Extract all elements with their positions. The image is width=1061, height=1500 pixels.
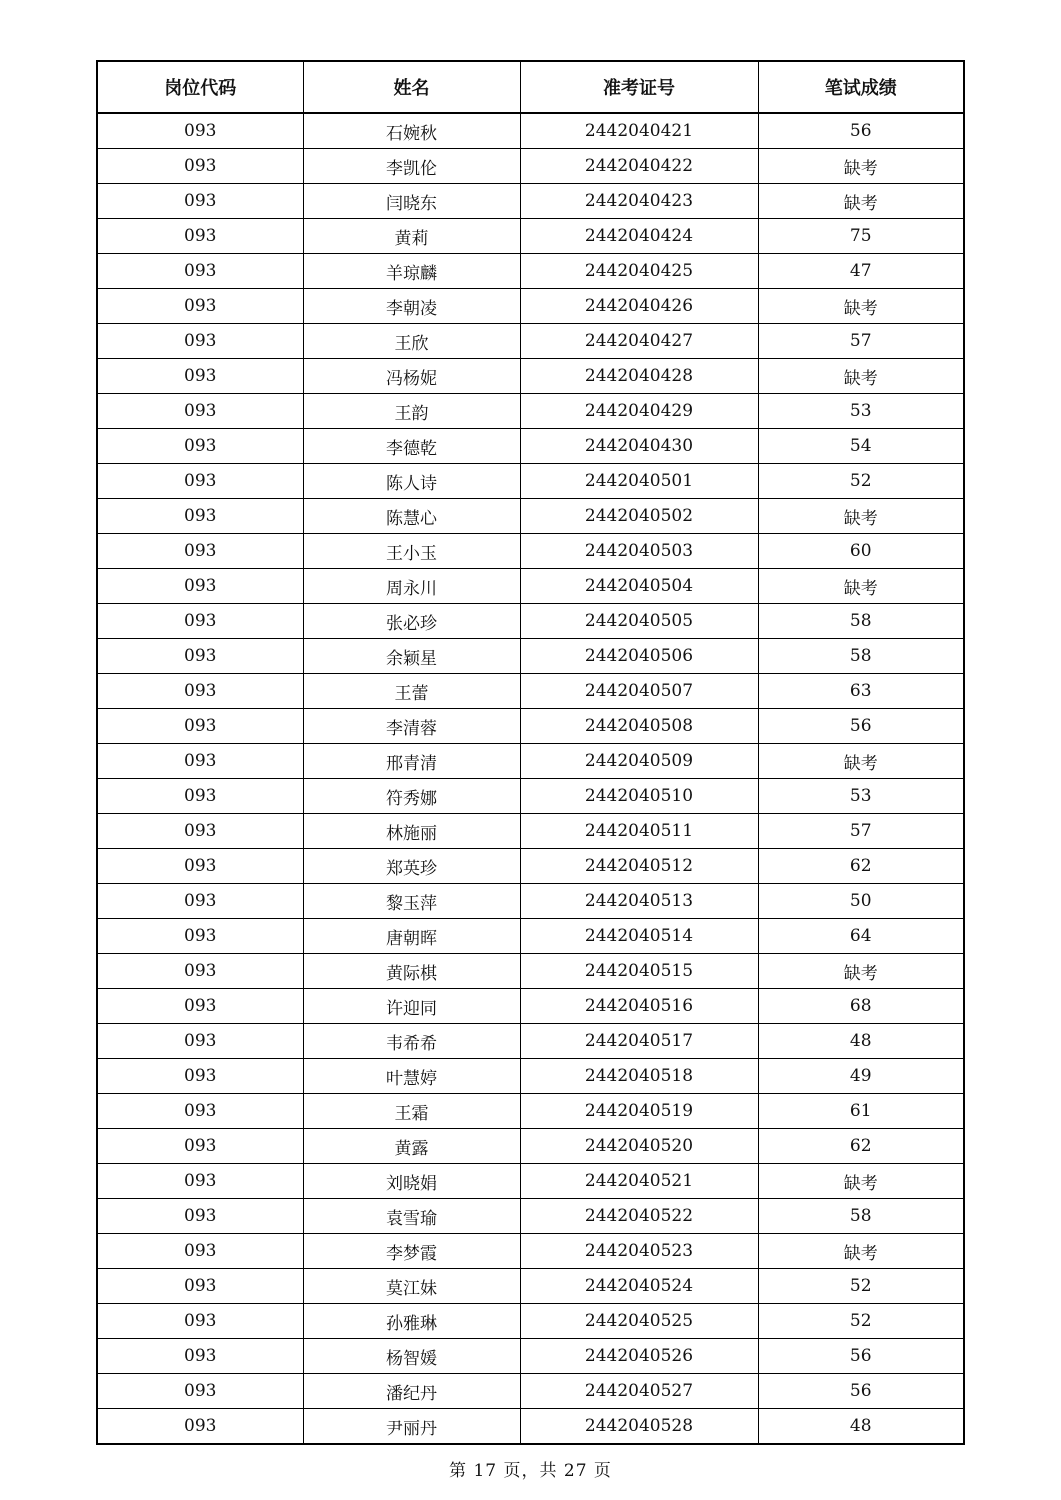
position-code-cell: 093 <box>97 1129 303 1164</box>
admission-number-cell: 2442040509 <box>520 744 758 779</box>
position-code-cell: 093 <box>97 919 303 954</box>
name-cell: 黄际棋 <box>303 954 520 989</box>
position-code-cell: 093 <box>97 674 303 709</box>
admission-number-cell: 2442040519 <box>520 1094 758 1129</box>
position-code-cell: 093 <box>97 149 303 184</box>
score-cell: 62 <box>758 849 964 884</box>
name-cell: 王蕾 <box>303 674 520 709</box>
score-cell: 52 <box>758 464 964 499</box>
table-row <box>97 604 964 639</box>
score-cell: 58 <box>758 1199 964 1234</box>
table-header-row <box>97 61 964 113</box>
position-code-cell: 093 <box>97 1059 303 1094</box>
score-cell: 49 <box>758 1059 964 1094</box>
name-cell: 黄莉 <box>303 219 520 254</box>
header-admission-number: 准考证号 <box>520 61 758 113</box>
admission-number-cell: 2442040428 <box>520 359 758 394</box>
position-code-cell: 093 <box>97 1339 303 1374</box>
position-code-cell: 093 <box>97 113 303 149</box>
name-cell: 张必珍 <box>303 604 520 639</box>
table-row <box>97 1024 964 1059</box>
score-cell: 62 <box>758 1129 964 1164</box>
position-code-cell: 093 <box>97 744 303 779</box>
score-cell: 58 <box>758 604 964 639</box>
position-code-cell: 093 <box>97 954 303 989</box>
name-cell: 韦希希 <box>303 1024 520 1059</box>
admission-number-cell: 2442040528 <box>520 1409 758 1445</box>
table-row <box>97 289 964 324</box>
score-cell: 缺考 <box>758 359 964 394</box>
score-cell: 60 <box>758 534 964 569</box>
table-row <box>97 884 964 919</box>
table-row <box>97 1129 964 1164</box>
position-code-cell: 093 <box>97 1374 303 1409</box>
admission-number-cell: 2442040426 <box>520 289 758 324</box>
table-row <box>97 1409 964 1445</box>
name-cell: 余颖星 <box>303 639 520 674</box>
table-body <box>97 113 964 1444</box>
name-cell: 陈慧心 <box>303 499 520 534</box>
admission-number-cell: 2442040507 <box>520 674 758 709</box>
admission-number-cell: 2442040502 <box>520 499 758 534</box>
table-row <box>97 1234 964 1269</box>
admission-number-cell: 2442040430 <box>520 429 758 464</box>
table-row <box>97 674 964 709</box>
admission-number-cell: 2442040526 <box>520 1339 758 1374</box>
position-code-cell: 093 <box>97 884 303 919</box>
table-row <box>97 989 964 1024</box>
admission-number-cell: 2442040522 <box>520 1199 758 1234</box>
name-cell: 黄露 <box>303 1129 520 1164</box>
position-code-cell: 093 <box>97 989 303 1024</box>
header-name: 姓名 <box>303 61 520 113</box>
score-cell: 52 <box>758 1269 964 1304</box>
admission-number-cell: 2442040427 <box>520 324 758 359</box>
name-cell: 叶慧婷 <box>303 1059 520 1094</box>
admission-number-cell: 2442040422 <box>520 149 758 184</box>
name-cell: 李清蓉 <box>303 709 520 744</box>
table-row <box>97 744 964 779</box>
position-code-cell: 093 <box>97 709 303 744</box>
score-cell: 缺考 <box>758 499 964 534</box>
score-cell: 缺考 <box>758 954 964 989</box>
table-row <box>97 429 964 464</box>
score-cell: 64 <box>758 919 964 954</box>
position-code-cell: 093 <box>97 219 303 254</box>
admission-number-cell: 2442040523 <box>520 1234 758 1269</box>
name-cell: 孙雅琳 <box>303 1304 520 1339</box>
position-code-cell: 093 <box>97 1234 303 1269</box>
exam-results-table <box>96 60 965 1445</box>
table-row <box>97 219 964 254</box>
score-cell: 56 <box>758 113 964 149</box>
table-row <box>97 464 964 499</box>
position-code-cell: 093 <box>97 254 303 289</box>
position-code-cell: 093 <box>97 639 303 674</box>
position-code-cell: 093 <box>97 429 303 464</box>
position-code-cell: 093 <box>97 1094 303 1129</box>
position-code-cell: 093 <box>97 534 303 569</box>
score-cell: 缺考 <box>758 1234 964 1269</box>
position-code-cell: 093 <box>97 499 303 534</box>
table-row <box>97 499 964 534</box>
table-row <box>97 113 964 149</box>
admission-number-cell: 2442040525 <box>520 1304 758 1339</box>
table-row <box>97 1164 964 1199</box>
table-row <box>97 184 964 219</box>
name-cell: 闫晓东 <box>303 184 520 219</box>
table-row <box>97 359 964 394</box>
position-code-cell: 093 <box>97 184 303 219</box>
score-cell: 缺考 <box>758 569 964 604</box>
table-row <box>97 639 964 674</box>
score-cell: 75 <box>758 219 964 254</box>
position-code-cell: 093 <box>97 849 303 884</box>
table-row <box>97 709 964 744</box>
position-code-cell: 093 <box>97 569 303 604</box>
position-code-cell: 093 <box>97 359 303 394</box>
table-row <box>97 254 964 289</box>
name-cell: 王小玉 <box>303 534 520 569</box>
header-position-code: 岗位代码 <box>97 61 303 113</box>
admission-number-cell: 2442040506 <box>520 639 758 674</box>
admission-number-cell: 2442040504 <box>520 569 758 604</box>
admission-number-cell: 2442040514 <box>520 919 758 954</box>
table-row <box>97 569 964 604</box>
score-cell: 63 <box>758 674 964 709</box>
table-row <box>97 1199 964 1234</box>
score-cell: 56 <box>758 709 964 744</box>
admission-number-cell: 2442040527 <box>520 1374 758 1409</box>
admission-number-cell: 2442040517 <box>520 1024 758 1059</box>
table-row <box>97 849 964 884</box>
name-cell: 周永川 <box>303 569 520 604</box>
table-row <box>97 1059 964 1094</box>
score-cell: 48 <box>758 1409 964 1445</box>
admission-number-cell: 2442040520 <box>520 1129 758 1164</box>
table-row <box>97 149 964 184</box>
table-row <box>97 814 964 849</box>
score-cell: 缺考 <box>758 289 964 324</box>
name-cell: 潘纪丹 <box>303 1374 520 1409</box>
admission-number-cell: 2442040503 <box>520 534 758 569</box>
admission-number-cell: 2442040510 <box>520 779 758 814</box>
score-cell: 56 <box>758 1339 964 1374</box>
admission-number-cell: 2442040521 <box>520 1164 758 1199</box>
table-row <box>97 1094 964 1129</box>
name-cell: 李德乾 <box>303 429 520 464</box>
admission-number-cell: 2442040424 <box>520 219 758 254</box>
position-code-cell: 093 <box>97 1269 303 1304</box>
admission-number-cell: 2442040423 <box>520 184 758 219</box>
position-code-cell: 093 <box>97 1164 303 1199</box>
score-cell: 57 <box>758 324 964 359</box>
position-code-cell: 093 <box>97 779 303 814</box>
admission-number-cell: 2442040518 <box>520 1059 758 1094</box>
table-row <box>97 1304 964 1339</box>
position-code-cell: 093 <box>97 289 303 324</box>
score-cell: 56 <box>758 1374 964 1409</box>
name-cell: 符秀娜 <box>303 779 520 814</box>
score-cell: 52 <box>758 1304 964 1339</box>
header-written-score: 笔试成绩 <box>758 61 964 113</box>
admission-number-cell: 2442040425 <box>520 254 758 289</box>
score-cell: 缺考 <box>758 184 964 219</box>
name-cell: 刘晓娟 <box>303 1164 520 1199</box>
admission-number-cell: 2442040508 <box>520 709 758 744</box>
admission-number-cell: 2442040516 <box>520 989 758 1024</box>
table-row <box>97 779 964 814</box>
score-cell: 缺考 <box>758 1164 964 1199</box>
name-cell: 李朝凌 <box>303 289 520 324</box>
table-row <box>97 954 964 989</box>
table-row <box>97 1269 964 1304</box>
position-code-cell: 093 <box>97 1024 303 1059</box>
name-cell: 郑英珍 <box>303 849 520 884</box>
name-cell: 袁雪瑜 <box>303 1199 520 1234</box>
score-cell: 53 <box>758 779 964 814</box>
page-number: 第 17 页，共 27 页 <box>449 1461 612 1481</box>
position-code-cell: 093 <box>97 1409 303 1445</box>
name-cell: 莫江妹 <box>303 1269 520 1304</box>
name-cell: 李凯伦 <box>303 149 520 184</box>
name-cell: 石婉秋 <box>303 113 520 149</box>
name-cell: 许迎同 <box>303 989 520 1024</box>
position-code-cell: 093 <box>97 394 303 429</box>
admission-number-cell: 2442040501 <box>520 464 758 499</box>
score-cell: 缺考 <box>758 744 964 779</box>
name-cell: 邢青清 <box>303 744 520 779</box>
name-cell: 王霜 <box>303 1094 520 1129</box>
name-cell: 杨智媛 <box>303 1339 520 1374</box>
admission-number-cell: 2442040421 <box>520 113 758 149</box>
name-cell: 李梦霞 <box>303 1234 520 1269</box>
name-cell: 王韵 <box>303 394 520 429</box>
table-row <box>97 394 964 429</box>
position-code-cell: 093 <box>97 604 303 639</box>
name-cell: 林施丽 <box>303 814 520 849</box>
position-code-cell: 093 <box>97 324 303 359</box>
score-cell: 50 <box>758 884 964 919</box>
name-cell: 王欣 <box>303 324 520 359</box>
name-cell: 羊琼麟 <box>303 254 520 289</box>
table-row <box>97 919 964 954</box>
score-cell: 47 <box>758 254 964 289</box>
position-code-cell: 093 <box>97 1199 303 1234</box>
score-cell: 58 <box>758 639 964 674</box>
position-code-cell: 093 <box>97 1304 303 1339</box>
table-row <box>97 1339 964 1374</box>
name-cell: 尹丽丹 <box>303 1409 520 1445</box>
admission-number-cell: 2442040512 <box>520 849 758 884</box>
admission-number-cell: 2442040505 <box>520 604 758 639</box>
admission-number-cell: 2442040524 <box>520 1269 758 1304</box>
position-code-cell: 093 <box>97 814 303 849</box>
admission-number-cell: 2442040429 <box>520 394 758 429</box>
name-cell: 唐朝晖 <box>303 919 520 954</box>
position-code-cell: 093 <box>97 464 303 499</box>
table-row <box>97 1374 964 1409</box>
score-cell: 53 <box>758 394 964 429</box>
score-cell: 48 <box>758 1024 964 1059</box>
table-row <box>97 324 964 359</box>
table-row <box>97 534 964 569</box>
score-cell: 68 <box>758 989 964 1024</box>
admission-number-cell: 2442040515 <box>520 954 758 989</box>
name-cell: 黎玉萍 <box>303 884 520 919</box>
score-cell: 54 <box>758 429 964 464</box>
name-cell: 陈人诗 <box>303 464 520 499</box>
score-cell: 57 <box>758 814 964 849</box>
score-cell: 缺考 <box>758 149 964 184</box>
name-cell: 冯杨妮 <box>303 359 520 394</box>
score-cell: 61 <box>758 1094 964 1129</box>
admission-number-cell: 2442040513 <box>520 884 758 919</box>
admission-number-cell: 2442040511 <box>520 814 758 849</box>
